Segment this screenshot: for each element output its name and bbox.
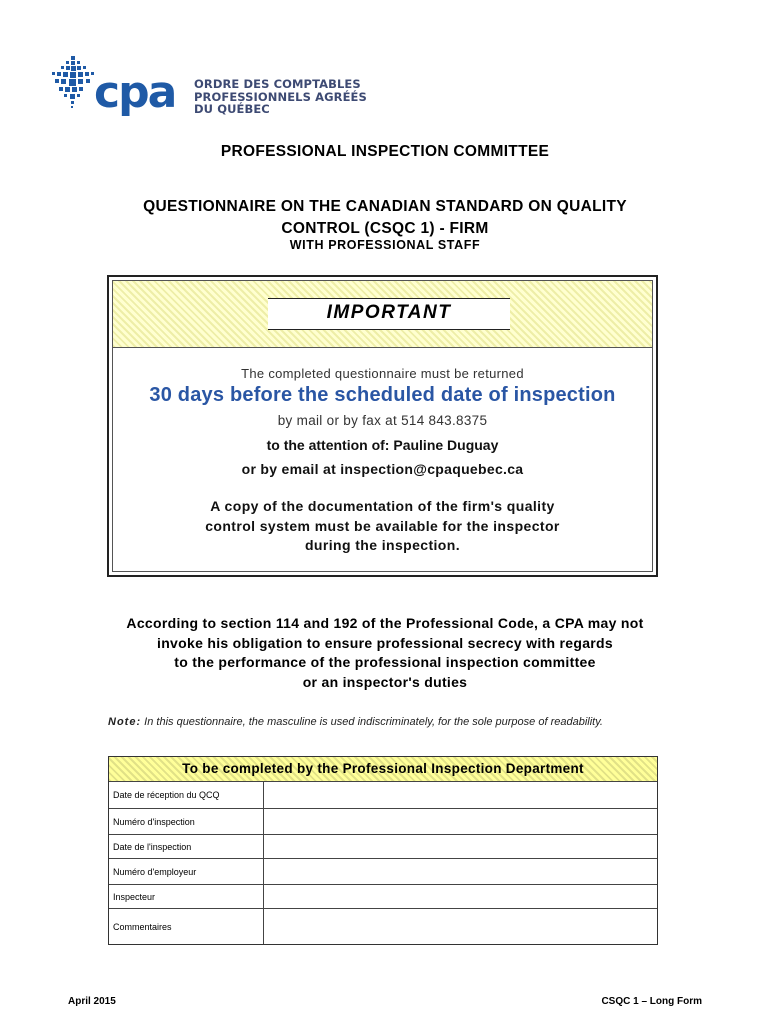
form-row [109, 835, 657, 859]
form-label: Numéro d'inspection [109, 809, 264, 834]
cpa-logo [50, 54, 380, 120]
committee-heading: PROFESSIONAL INSPECTION COMMITTEE [220, 143, 550, 160]
form-label: Date de l'inspection [109, 835, 264, 858]
logo-line-3: DU QUÉBEC [194, 102, 270, 116]
code-line-1: According to section 114 and 192 of the Professional Code, a CPA may not [126, 615, 644, 631]
important-title: IMPORTANT [326, 302, 452, 323]
form-heading: To be completed by the Professional Inspection Department [109, 757, 657, 782]
inspection-number-field[interactable] [264, 809, 657, 834]
copy-line-3: during the inspection. [304, 537, 461, 553]
copy-line-1: A copy of the documentation of the firm's quality [210, 498, 555, 514]
return-deadline: 30 days before the scheduled date of inspection [149, 384, 616, 406]
documentation-requirement [113, 497, 652, 556]
form-row [109, 909, 657, 944]
code-line-2: invoke his obligation to ensure professional secrecy with regards [157, 634, 613, 651]
inspection-date-field[interactable] [264, 835, 657, 858]
form-label: Commentaires [109, 909, 264, 944]
professional-code-notice [0, 614, 770, 692]
footer-form-name: CSQC 1 – Long Form [601, 996, 702, 1007]
form-label: Numéro d'employeur [109, 859, 264, 884]
employer-number-field[interactable] [264, 859, 657, 884]
form-row [109, 885, 657, 909]
form-label: Inspecteur [109, 885, 264, 908]
form-row [109, 809, 657, 835]
document-subtitle: WITH PROFESSIONAL STAFF [289, 238, 481, 252]
copy-line-2: control system must be available for the inspector [205, 517, 560, 534]
form-row [109, 782, 657, 809]
form-row [109, 859, 657, 885]
return-instruction: The completed questionnaire must be returned [241, 366, 524, 381]
title-line-2: CONTROL (CSQC 1) - FIRM [281, 220, 489, 237]
document-title [0, 196, 770, 240]
title-line-1: QUESTIONNAIRE ON THE CANADIAN STANDARD ON QUALITY [143, 198, 627, 215]
maple-leaf-icon [50, 56, 98, 116]
attention-contact: to the attention of: Pauline Duguay [266, 437, 499, 453]
important-header-band [113, 281, 652, 348]
form-label: Date de réception du QCQ [109, 782, 264, 808]
email-instruction: or by email at inspection@cpaquebec.ca [241, 461, 524, 477]
note-label: Note: [108, 716, 142, 728]
comments-field[interactable] [264, 909, 657, 944]
reception-date-field[interactable] [264, 782, 657, 808]
department-form [108, 756, 658, 945]
code-line-3: to the performance of the professional inspection committee [174, 654, 596, 670]
note-text: In this questionnaire, the masculine is used indiscriminately, for the sole purpose of readability. [144, 716, 603, 728]
inspector-field[interactable] [264, 885, 657, 908]
logo-line-2: PROFESSIONNELS AGRÉÉS [194, 89, 367, 104]
code-line-4: or an inspector's duties [302, 673, 468, 690]
important-notice-box [107, 275, 658, 577]
logo-tagline [194, 78, 367, 116]
logo-wordmark: cpa [94, 67, 176, 118]
logo-line-1: ORDRE DES COMPTABLES [194, 77, 361, 91]
footer-date: April 2015 [68, 996, 116, 1007]
mail-fax-instruction: by mail or by fax at 514 843.8375 [277, 413, 488, 428]
readability-note [108, 716, 603, 728]
